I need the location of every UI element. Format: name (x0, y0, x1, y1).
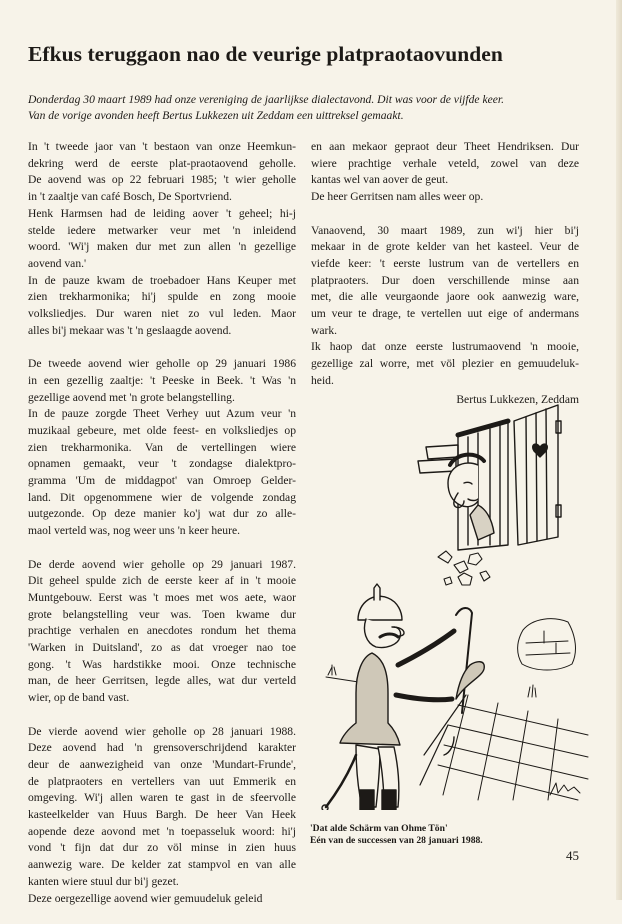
left-column (28, 139, 296, 924)
text-line: aanwezig ware. De kelder zat stampvol en van alle (28, 858, 296, 872)
door-shutter (514, 405, 561, 545)
text-line: gramma 'Um de middagpot' van Omroep Gelder- (28, 474, 296, 488)
text-line: platpraoters. Dur doen verschillende minse aan (311, 273, 579, 287)
cartoon-illustration (318, 395, 608, 810)
text-line: vond 't fijn dat dur zo völ minse in zien huus (28, 841, 296, 855)
author-signature: Bertus Lukkezen, Zeddam (456, 392, 579, 406)
text-line: kanten wiere stuul dur bi'j gezet. (28, 874, 179, 888)
text-line: gezellige aovend met 'n grote belangstelling. (28, 390, 235, 404)
page-number: 45 (566, 848, 579, 863)
text-line: Deze oergezellige aovend wier gemuudeluk geleid (28, 891, 263, 905)
text-line: maol verteld was, nog weer uns 'n keer heure. (28, 524, 240, 538)
text-line: dekring werd de eerste plat-praotaovend geholle. (28, 156, 296, 170)
text-line: De derde aovend wier geholle op 29 januari 1987. (28, 557, 296, 571)
brick-wall-patch (518, 619, 576, 670)
page-edge (616, 0, 622, 900)
rubble (438, 551, 490, 585)
text-line: woord. 'Wi'j maken dur met zun allen 'n gezellige (28, 240, 296, 254)
text-line: man, de heer Gerritsen, legde alles, wat dur verteld (28, 674, 296, 688)
text-line: wier, op de band vast. (28, 691, 130, 705)
text-line: De tweede aovend wier geholle op 29 januari 1986 (28, 357, 296, 371)
right-column (311, 139, 579, 408)
intro-line: Donderdag 30 maart 1989 had onze vereniging de jaarlijkse dialectavond. Dit was voor de vijfde keer. (28, 93, 505, 106)
text-line: Dit geheel spulde zich de eerste keer af in 't mooie (28, 574, 296, 588)
article-title: Efkus teruggaon nao de veurige platpraotaovunden (28, 42, 503, 66)
artist-signature (550, 783, 580, 795)
text-line: wark. (311, 323, 338, 337)
text-line: volksliedjes. Dur waren niet zo vul leden. Maor (28, 307, 296, 321)
text-line: 'Warken in Duitsland', zo as dat vroeger nao toe (28, 641, 296, 655)
text-line: land. Dit opgenommene wier de volgende zondag (28, 490, 296, 504)
text-line: zien trekharmonika; hi'j spulde en zong mooie (28, 290, 296, 304)
text-line: De aovend was op 22 februari 1985; 't wier geholle (28, 173, 296, 187)
text-line: in een gezellig zaaltje: 't Peeske in Beek. 't Was 'n (28, 373, 296, 387)
text-line: aopende deze aovond met 'n toepasseluk woord: hi'j (28, 824, 296, 838)
paragraph (311, 223, 579, 390)
text-line: stelde iedere metwarker veur met 'n inleidend (28, 223, 296, 237)
text-line: viefde keer: 't eerste lustrum van de vertellers en (311, 256, 579, 270)
article-intro (28, 92, 618, 124)
paragraph (28, 356, 296, 540)
text-line: Deze aovend had 'n grensoverschrijdend karakter (28, 741, 296, 755)
text-line: met, die alle veurgaonde jaore ook aanwezig ware, (311, 290, 579, 304)
text-line: Ik haop dat onze eerste lustrumaovend 'n mooie, (311, 340, 579, 354)
text-line: Henk Harmsen had de leiding aover 't geheel; hi-j (28, 206, 296, 220)
text-line: kantas wel van aover de geut. (311, 173, 449, 187)
text-line: zien trekharmonika. Van de vertellingen wiere (28, 440, 296, 454)
text-line: wiere prachtige verhale veteld, zowel van deze (311, 156, 579, 170)
text-line: de platpraoters en vertellers van uut Emmerik en (28, 774, 296, 788)
text-line: gong. 't Was hardstikke mooi. Onze technische (28, 657, 296, 671)
text-line: uutgezonde. Op deze manier ko'j wat dur zo alle- (28, 507, 296, 521)
soldier-figure (322, 584, 454, 810)
intro-line: Van de vorige avonden heeft Bertus Lukkezen uit Zeddam een uittreksel gemaakt. (28, 109, 404, 122)
paragraph (28, 724, 296, 908)
text-line: In de pauze zorgde Theet Verhey uut Azum veur 'n (28, 407, 296, 421)
text-line: prachtige verhalen en anecdotes rondum het thema (28, 624, 296, 638)
text-line: heid. (311, 373, 334, 387)
caption-line: Eén van de successen van 28 januari 1988. (310, 834, 483, 846)
text-line: De vierde aovend wier geholle op 28 januari 1988. (28, 724, 296, 738)
text-line: omgeving. Wi'j allen waren te gast in de sfeervolle (28, 791, 296, 805)
text-line: en aan mekaor gepraot deur Theet Hendriksen. Dur (311, 140, 579, 153)
text-line: opnamen gemaakt, veur 't zondagse dialektpro- (28, 457, 296, 471)
text-line: gezellige zal worre, met völ plezier en gemuudeluk- (311, 357, 579, 371)
text-line: kasteelkelder van Huus Bargh. De heer Van Heek (28, 808, 296, 822)
text-line: muzikaal gebeure, met olde feest- en volksliedjes op (28, 423, 296, 437)
paragraph (311, 139, 579, 206)
text-line: Muntgebouw. Eerst was 't moes met wos aete, waor (28, 590, 296, 604)
paragraph (28, 557, 296, 707)
text-line: grote belangstelling veur was. Toen kwame dur (28, 607, 296, 621)
paragraph (28, 139, 296, 339)
text-line: in 't zaaltje van café Bosch, De Sportvriend. (28, 190, 232, 204)
text-line: deur de aanwezigheid van onze 'Mundart-Frunde', (28, 757, 296, 771)
caption-line: 'Dat alde Schärm van Ohme Tön' (310, 823, 448, 834)
text-line: alles bi'j mekaar was 't 'n geslaagde aovend. (28, 323, 232, 337)
illustration-caption (310, 823, 600, 846)
text-line: um veur te drage, te vertellen uut eige of andermans (311, 307, 579, 321)
pavement (438, 695, 588, 800)
text-line: Vanaovend, 30 maart 1989, zun wi'j hier bi'j (311, 223, 579, 237)
text-line: aovend van.' (28, 256, 87, 270)
text-line: In de pauze kwam de troebadoer Hans Keuper met (28, 273, 296, 287)
text-line: mekaar in de grote kelder van het kasteel. Veur de (311, 240, 579, 254)
text-line: De heer Gerritsen nam alles weer op. (311, 190, 484, 204)
text-line: In 't tweede jaor van 't bestaon van onze Heemkun- (28, 140, 296, 153)
